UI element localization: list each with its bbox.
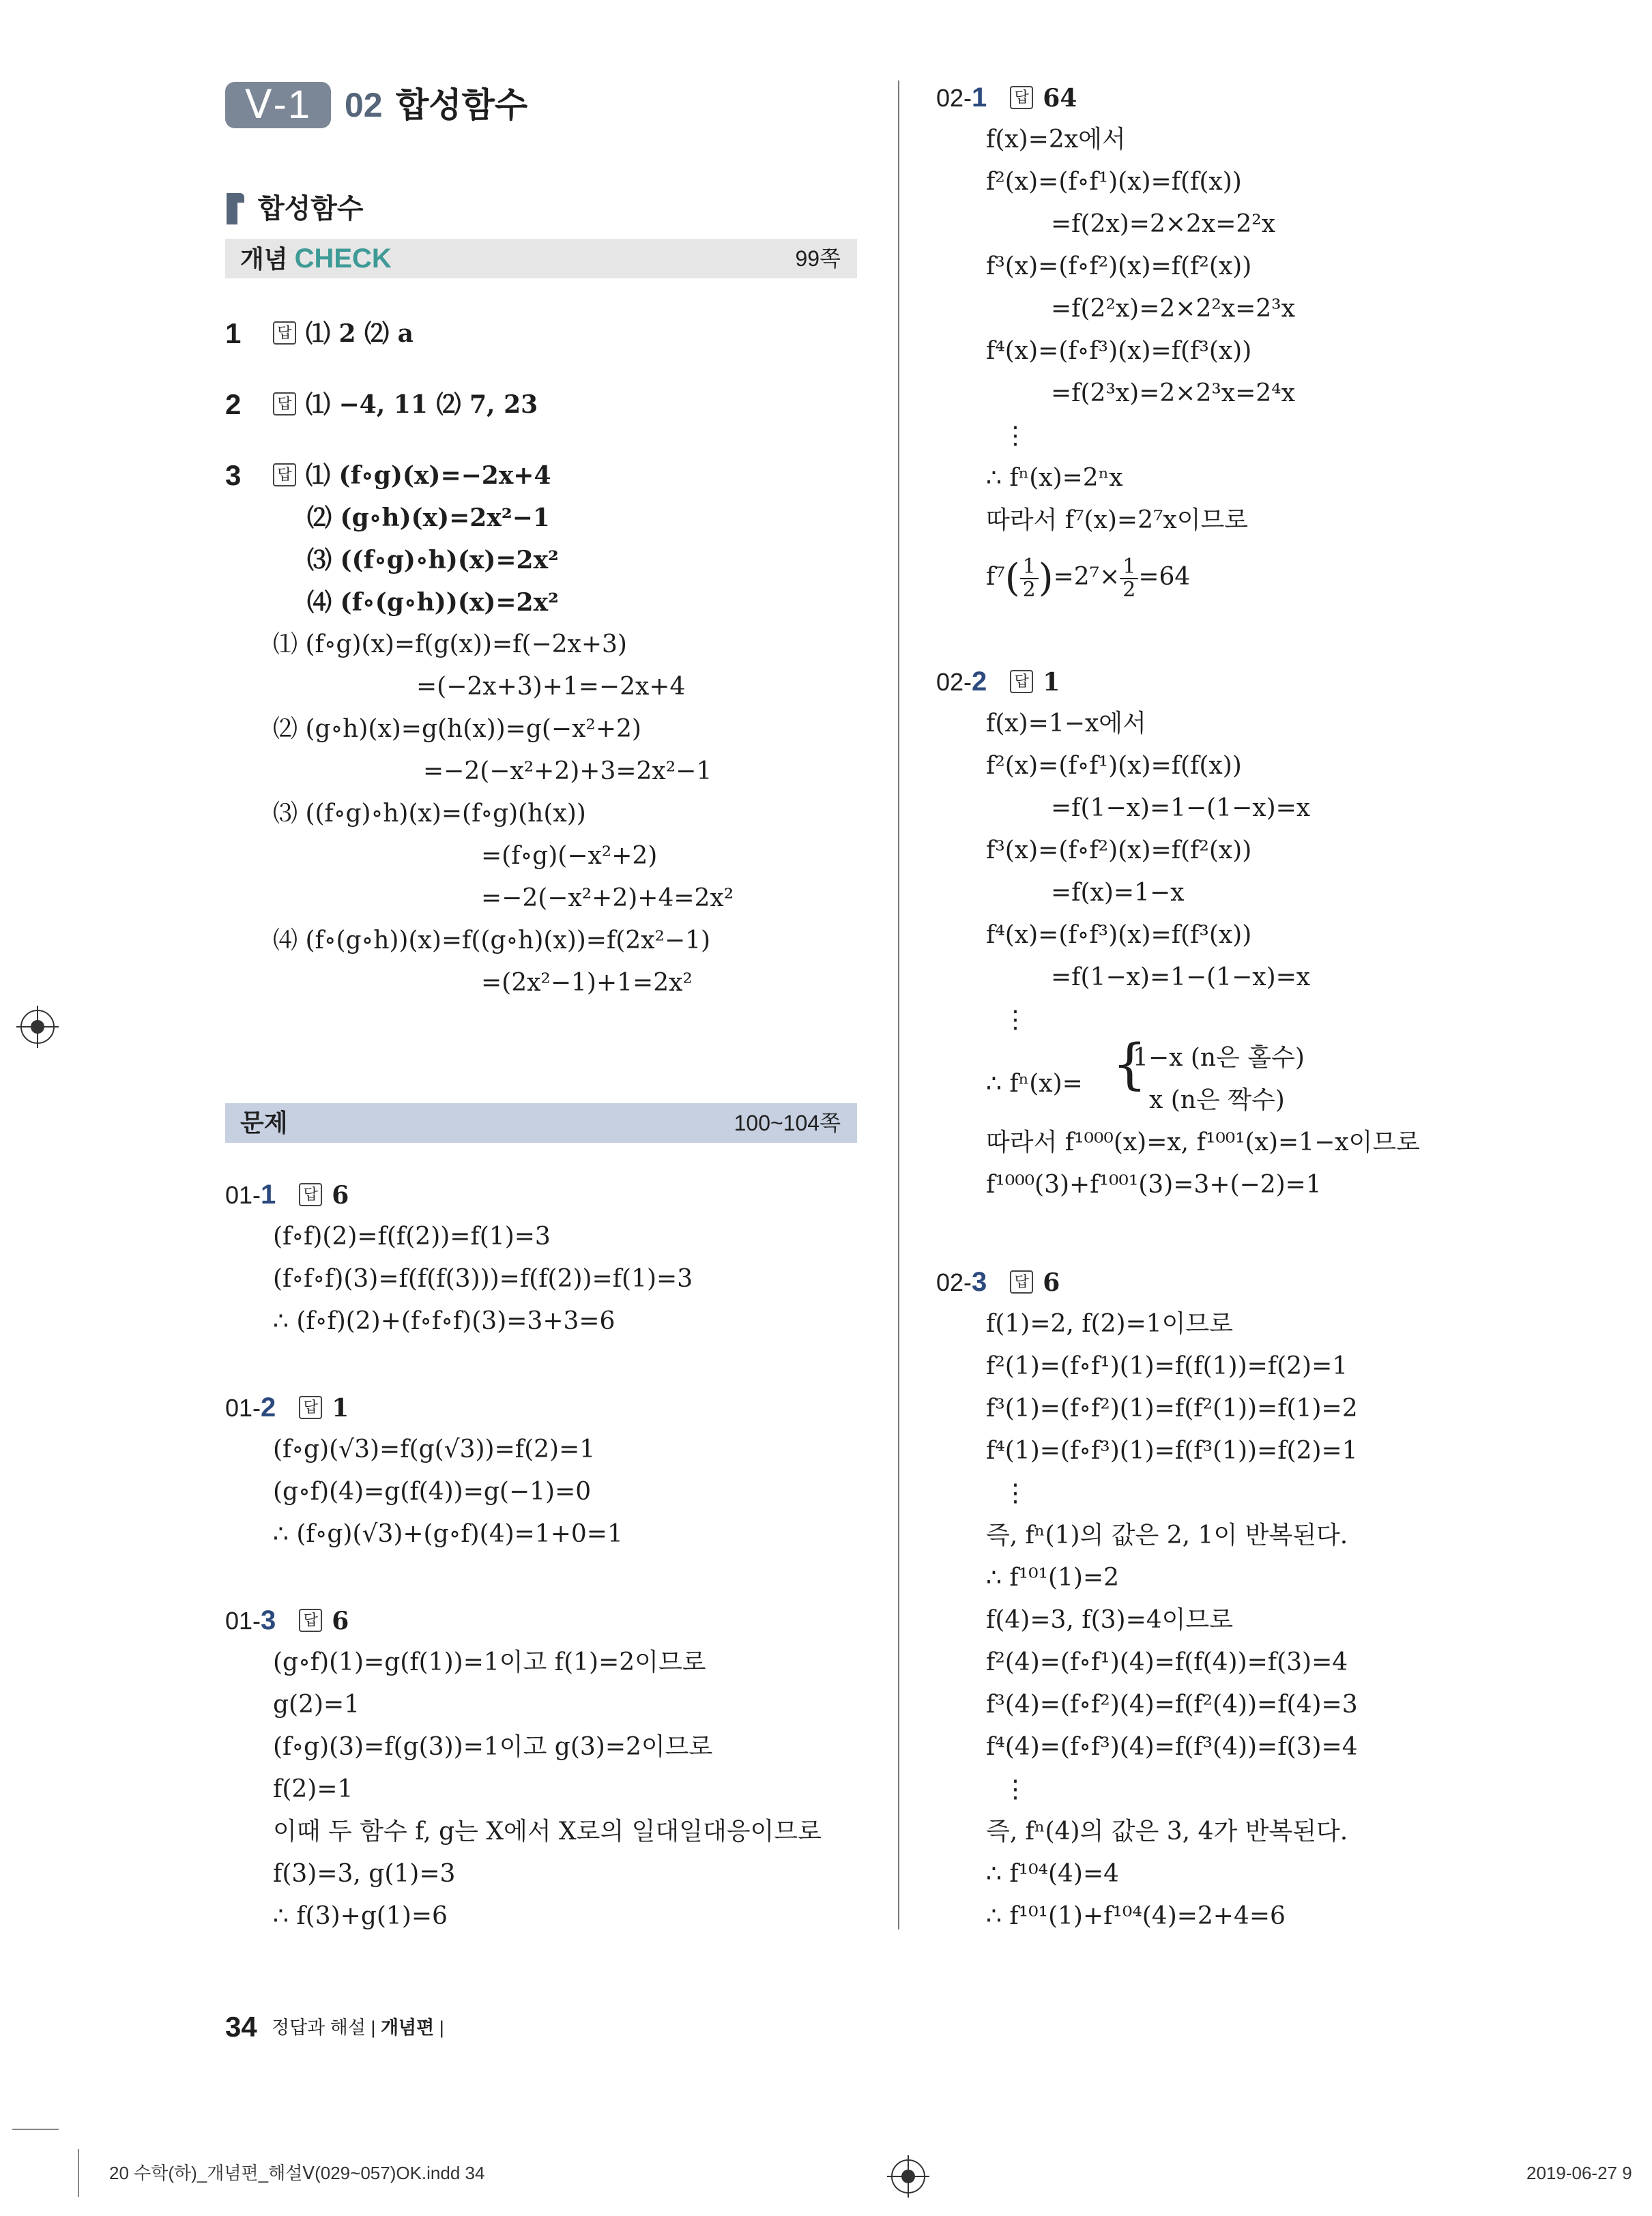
- page-number: 34: [225, 2011, 257, 2043]
- solution-line: ∴ fⁿ(x)=: [986, 1070, 1083, 1098]
- problem-label-number: 3: [261, 1605, 276, 1635]
- solution-line: f⁴(x)=(f∘f³)(x)=f(f³(x)): [986, 921, 1252, 949]
- check-2-number: 2: [225, 388, 242, 420]
- check-1-answer-text: ⑴ 2 ⑵ a: [306, 319, 414, 348]
- solution-line: f⁴(4)=(f∘f³)(4)=f(f³(4))=f(3)=4: [986, 1733, 1358, 1761]
- case-line: x (n은 짝수): [1149, 1086, 1285, 1114]
- fraction-numerator: 1: [1120, 556, 1138, 579]
- solution-line: =f(2²x)=2×2²x=2³x: [1051, 295, 1295, 323]
- solution-line: (g∘f)(4)=g(f(4))=g(−1)=0: [273, 1478, 592, 1506]
- check-3-step: ⑴ (f∘g)(x)=f(g(x))=f(−2x+3): [273, 630, 627, 658]
- footer-text-a: 정답과 해설: [272, 2017, 366, 2038]
- final-prefix: f⁷: [986, 563, 1005, 591]
- solution-line: f³(4)=(f∘f²)(4)=f(f²(4))=f(4)=3: [986, 1691, 1358, 1719]
- solution-line: =f(2x)=2×2x=2²x: [1051, 210, 1276, 238]
- solution-line: f(4)=3, f(3)=4이므로: [986, 1606, 1233, 1634]
- problem-label-prefix: 02-: [936, 1268, 972, 1296]
- solution-line: ∴ (f∘g)(√3)+(g∘f)(4)=1+0=1: [273, 1520, 623, 1548]
- problem-bar-title: 문제: [240, 1109, 288, 1137]
- solution-line: ⋮: [1003, 1006, 1028, 1034]
- check-3-step: =(−2x+3)+1=−2x+4: [416, 673, 686, 701]
- problem-answer: 64: [1043, 84, 1077, 113]
- solution-line: (f∘g)(√3)=f(g(√3))=f(2)=1: [273, 1435, 596, 1463]
- solution-line: f²(4)=(f∘f¹)(4)=f(f(4))=f(3)=4: [986, 1648, 1348, 1676]
- answer-icon: 답: [273, 463, 296, 486]
- chapter-badge: Ⅴ-1: [225, 82, 331, 128]
- answer-icon: 답: [299, 1609, 322, 1632]
- print-date: 2019-06-27 9: [1526, 2163, 1632, 2183]
- solution-line: 즉, fⁿ(1)의 값은 2, 1이 반복된다.: [986, 1521, 1348, 1549]
- problem-label: [936, 76, 1077, 119]
- fraction: [1020, 556, 1039, 601]
- final-mid: =2⁷×: [1053, 563, 1120, 591]
- solution-line: f³(1)=(f∘f²)(1)=f(f²(1))=f(1)=2: [986, 1395, 1358, 1423]
- problem-label-prefix: 02-: [936, 668, 972, 696]
- solution-line: f³(x)=(f∘f²)(x)=f(f²(x)): [986, 252, 1252, 280]
- problem-label-prefix: 02-: [936, 84, 972, 112]
- check-3-step: ⑵ (g∘h)(x)=g(h(x))=g(−x²+2): [273, 715, 641, 743]
- solution-line: 즉, fⁿ(4)의 값은 3, 4가 반복된다.: [986, 1818, 1348, 1846]
- solution-line: (g∘f)(1)=g(f(1))=1이고 f(1)=2이므로: [273, 1648, 706, 1676]
- solution-line: (f∘f)(2)=f(f(2))=f(1)=3: [273, 1223, 551, 1251]
- subsection-marker-icon: [227, 193, 244, 203]
- registration-mark-icon: [891, 2159, 925, 2193]
- solution-line: f(3)=3, g(1)=3: [273, 1860, 456, 1888]
- solution-line: g(2)=1: [273, 1691, 360, 1719]
- problem-answer: 6: [332, 1607, 349, 1635]
- check-3-answer-text: ⑴ (f∘g)(x)=−2x+4: [306, 461, 551, 490]
- solution-line: =f(1−x)=1−(1−x)=x: [1051, 963, 1311, 991]
- solution-line: 따라서 f⁷(x)=2⁷x이므로: [986, 506, 1249, 534]
- answer-icon: 답: [273, 321, 296, 345]
- problem-answer: 6: [332, 1181, 349, 1210]
- problem-label-prefix: 01-: [225, 1394, 261, 1422]
- problem-answer: 1: [1043, 668, 1060, 697]
- problem-label: [936, 660, 1060, 703]
- check-3-answer-line: ⑷ (f∘(g∘h))(x)=2x²: [307, 588, 559, 617]
- case-brace: {: [1112, 1032, 1147, 1096]
- solution-line: f¹⁰⁰⁰(3)+f¹⁰⁰¹(3)=3+(−2)=1: [986, 1171, 1322, 1199]
- solution-line: f⁴(1)=(f∘f³)(1)=f(f³(1))=f(2)=1: [986, 1437, 1358, 1465]
- concept-check-bar: [225, 239, 857, 278]
- solution-line: ∴ f¹⁰⁴(4)=4: [986, 1860, 1120, 1888]
- solution-line: ⋮: [1003, 422, 1028, 450]
- solution-line: f³(x)=(f∘f²)(x)=f(f²(x)): [986, 836, 1252, 864]
- solution-line: ∴ f(3)+g(1)=6: [273, 1902, 448, 1930]
- fraction-denominator: 2: [1022, 578, 1036, 602]
- check-3-number: 3: [225, 459, 242, 491]
- section-number: 02: [345, 86, 383, 124]
- solution-line: =f(x)=1−x: [1051, 879, 1185, 907]
- answer-icon: 답: [1010, 670, 1033, 693]
- solution-line: ⋮: [1003, 1479, 1028, 1507]
- solution-line: (f∘g)(3)=f(g(3))=1이고 g(3)=2이므로: [273, 1733, 713, 1761]
- answer-icon: 답: [273, 392, 296, 416]
- section-title: 합성함수: [396, 86, 528, 124]
- solution-line: f⁴(x)=(f∘f³)(x)=f(f³(x)): [986, 337, 1252, 365]
- fraction: [1120, 556, 1138, 601]
- solution-line: f(2)=1: [273, 1775, 353, 1803]
- problem-bar-page: 100~104쪽: [734, 1111, 841, 1135]
- check-3-step: =(2x²−1)+1=2x²: [481, 969, 693, 997]
- solution-line: f(1)=2, f(2)=1이므로: [986, 1310, 1233, 1338]
- solution-line: f(x)=2x에서: [986, 126, 1126, 154]
- subsection-title: 합성함수: [258, 194, 364, 224]
- solution-line: ∴ f¹⁰¹(1)+f¹⁰⁴(4)=2+4=6: [986, 1902, 1286, 1930]
- problem-label: [225, 1386, 349, 1429]
- footer-text: 정답과 해설 | 개념편 |: [272, 2017, 444, 2038]
- answer-icon: 답: [299, 1396, 322, 1419]
- check-3-step: ⑶ ((f∘g)∘h)(x)=(f∘g)(h(x)): [273, 800, 586, 828]
- check-2-answer-text: ⑴ −4, 11 ⑵ 7, 23: [306, 390, 538, 419]
- problem-answer: 1: [332, 1394, 349, 1423]
- concept-check-title-b: CHECK: [294, 244, 392, 274]
- check-1-number: 1: [225, 317, 242, 349]
- fraction-denominator: 2: [1122, 578, 1136, 602]
- problem-label-number: 2: [261, 1393, 276, 1423]
- check-3-answer: [273, 454, 551, 497]
- problem-label: [225, 1173, 349, 1216]
- check-2-answer: [273, 383, 538, 426]
- check-3-step: =(f∘g)(−x²+2): [481, 842, 658, 870]
- check-3-step: =−2(−x²+2)+4=2x²: [481, 884, 734, 912]
- fraction-numerator: 1: [1020, 556, 1039, 579]
- check-3-answer-line: ⑵ (g∘h)(x)=2x²−1: [307, 504, 550, 532]
- check-3-answer-line: ⑶ ((f∘g)∘h)(x)=2x²: [307, 546, 559, 574]
- problem-label-prefix: 01-: [225, 1607, 261, 1635]
- footer-text-b: 개념편: [380, 2017, 435, 2038]
- crop-mark: [12, 2129, 59, 2130]
- answer-icon: 답: [299, 1183, 322, 1206]
- solution-line: 이때 두 함수 f, g는 X에서 X로의 일대일대응이므로: [273, 1818, 822, 1846]
- problem-label-number: 3: [972, 1267, 987, 1297]
- problem-bar: [225, 1103, 857, 1143]
- concept-check-title-a: 개념: [240, 245, 288, 273]
- answer-icon: 답: [1010, 86, 1033, 109]
- final-end: =64: [1138, 563, 1191, 591]
- problem-label-number: 1: [261, 1180, 276, 1210]
- problem-label: [936, 1261, 1060, 1304]
- crop-mark: [78, 2149, 79, 2197]
- solution-line: ∴ f¹⁰¹(1)=2: [986, 1564, 1120, 1592]
- problem-label-prefix: 01-: [225, 1181, 261, 1209]
- solution-line: ∴ (f∘f)(2)+(f∘f∘f)(3)=3+3=6: [273, 1307, 615, 1335]
- check-1-answer: [273, 312, 414, 355]
- solution-line: f²(x)=(f∘f¹)(x)=f(f(x)): [986, 752, 1242, 780]
- problem-label-number: 2: [972, 667, 987, 697]
- solution-line: =f(1−x)=1−(1−x)=x: [1051, 794, 1311, 822]
- problem-answer: 6: [1043, 1268, 1060, 1297]
- concept-check-page: 99쪽: [795, 246, 841, 271]
- problem-label: [225, 1599, 349, 1642]
- column-divider: [898, 81, 899, 1929]
- solution-line: f²(1)=(f∘f¹)(1)=f(f(1))=f(2)=1: [986, 1352, 1348, 1380]
- solution-line: f⁷( $\frac{1}{2}$ )=2⁷× $\frac{1}{2}$ =64: [986, 555, 1191, 602]
- problem-label-number: 1: [972, 83, 987, 113]
- check-3-step: ⑷ (f∘(g∘h))(x)=f((g∘h)(x))=f(2x²−1): [273, 927, 711, 954]
- solution-line: ∴ fⁿ(x)=2ⁿx: [986, 464, 1123, 492]
- solution-line: ⋮: [1003, 1775, 1028, 1803]
- concept-check-title: [240, 239, 392, 279]
- print-file-info: 20 수학(하)_개념편_해설Ⅴ(029~057)OK.indd 34: [109, 2163, 485, 2183]
- solution-line: f(x)=1−x에서: [986, 710, 1146, 738]
- case-line: 1−x (n은 홀수): [1133, 1044, 1305, 1072]
- registration-mark-icon: [20, 1010, 55, 1044]
- solution-line: 따라서 f¹⁰⁰⁰(x)=x, f¹⁰⁰¹(x)=1−x이므로: [986, 1128, 1420, 1156]
- solution-line: =f(2³x)=2×2³x=2⁴x: [1051, 379, 1295, 407]
- solution-line: f²(x)=(f∘f¹)(x)=f(f(x)): [986, 168, 1242, 196]
- solution-line: (f∘f∘f)(3)=f(f(f(3)))=f(f(2))=f(1)=3: [273, 1265, 693, 1293]
- answer-icon: 답: [1010, 1270, 1033, 1294]
- check-3-step: =−2(−x²+2)+3=2x²−1: [423, 757, 712, 785]
